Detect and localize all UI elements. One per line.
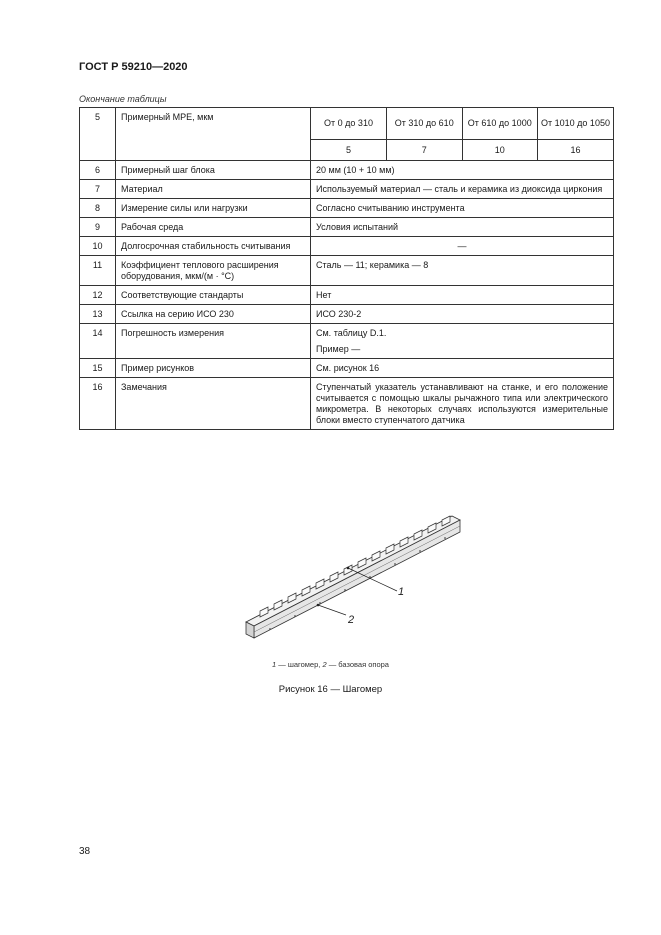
parameters-table: [79, 107, 614, 430]
row-number: 12: [80, 286, 116, 305]
table-row: [80, 237, 614, 256]
mpe-value-cell: 7: [387, 140, 463, 161]
base-support-groove: [254, 526, 460, 632]
range-cell: От 610 до 1000: [462, 108, 538, 140]
row-number: 16: [80, 378, 116, 430]
row-number: 6: [80, 161, 116, 180]
row-name: Примерный шаг блока: [116, 161, 311, 180]
row-name: Долгосрочная стабильность считывания: [116, 237, 311, 256]
row-value: 20 мм (10 + 10 мм): [311, 161, 614, 180]
row-value: Используемый материал — сталь и керамика из диоксида циркония: [311, 180, 614, 199]
row-value: Нет: [311, 286, 614, 305]
legend-text: — базовая опора: [326, 660, 389, 669]
step-gauge-drawing: [230, 505, 470, 655]
row-number: 5: [80, 108, 116, 161]
row-value-line: См. таблицу D.1.: [316, 328, 387, 338]
row-value: ИСО 230-2: [311, 305, 614, 324]
table-continuation-label: Окончание таблицы: [79, 94, 167, 104]
row-number: 8: [80, 199, 116, 218]
legend-number: 1: [272, 660, 277, 669]
page-number: 38: [79, 846, 91, 857]
table-row: [80, 286, 614, 305]
row-value-line: Пример —: [316, 344, 361, 354]
row-value: Согласно считыванию инструмента: [311, 199, 614, 218]
row-number: 10: [80, 237, 116, 256]
table-row: [80, 108, 614, 161]
table-row: [80, 161, 614, 180]
mpe-value-cell: 5: [311, 140, 387, 161]
table-row: [80, 305, 614, 324]
row-name: Коэффициент теплового расширения оборудования, мкм/(м · °C): [116, 256, 311, 286]
row-name: Материал: [116, 180, 311, 199]
mpe-value-cell: 16: [538, 140, 614, 161]
row-number: 9: [80, 218, 116, 237]
mpe-subtable: [311, 108, 613, 160]
row-value: Сталь — 11; керамика — 8: [311, 256, 614, 286]
row-name: Пример рисунков: [116, 359, 311, 378]
figure-legend: [0, 660, 661, 669]
range-cell: От 310 до 610: [387, 108, 463, 140]
row-value: —: [311, 237, 614, 256]
legend-text: — шагомер,: [276, 660, 323, 669]
row-number: 13: [80, 305, 116, 324]
document-header: ГОСТ Р 59210—2020: [79, 61, 188, 73]
legend-number: 2: [322, 660, 327, 669]
callout-label-2: 2: [348, 614, 355, 626]
row-value: [311, 324, 614, 359]
mpe-value-cell: 10: [462, 140, 538, 161]
leader-line-2: [318, 605, 346, 615]
table-row: [80, 359, 614, 378]
row-name: Ссылка на серию ИСО 230: [116, 305, 311, 324]
table-row: [80, 218, 614, 237]
range-cell: От 1010 до 1050: [538, 108, 614, 140]
row-number: 15: [80, 359, 116, 378]
step-gauge-figure: [230, 505, 470, 655]
row-value: См. рисунок 16: [311, 359, 614, 378]
row-number: 14: [80, 324, 116, 359]
range-cell: От 0 до 310: [311, 108, 387, 140]
row-name: Измерение силы или нагрузки: [116, 199, 311, 218]
row-name: Погрешность измерения: [116, 324, 311, 359]
row-number: 7: [80, 180, 116, 199]
row-number: 11: [80, 256, 116, 286]
table-row: [80, 180, 614, 199]
row-value: Ступенчатый указатель устанавливают на станке, и его положение считывается с помощью шкалы рычажного типа или электрического микрометра. В некоторых случаях используются измерительные блоки вместо ступенчатого датчика: [311, 378, 614, 430]
figure-caption: Рисунок 16 — Шагомер: [278, 684, 383, 695]
row-name: Рабочая среда: [116, 218, 311, 237]
table-row: [80, 378, 614, 430]
row-name: Замечания: [116, 378, 311, 430]
table-row: [80, 256, 614, 286]
row-value: Условия испытаний: [311, 218, 614, 237]
callout-label-1: 1: [398, 586, 405, 598]
row-name: Соответствующие стандарты: [116, 286, 311, 305]
row-name: Примерный MPE, мкм: [116, 108, 311, 161]
mpe-subtable-cell: [311, 108, 614, 161]
table-row: [80, 324, 614, 359]
table-row: [80, 199, 614, 218]
